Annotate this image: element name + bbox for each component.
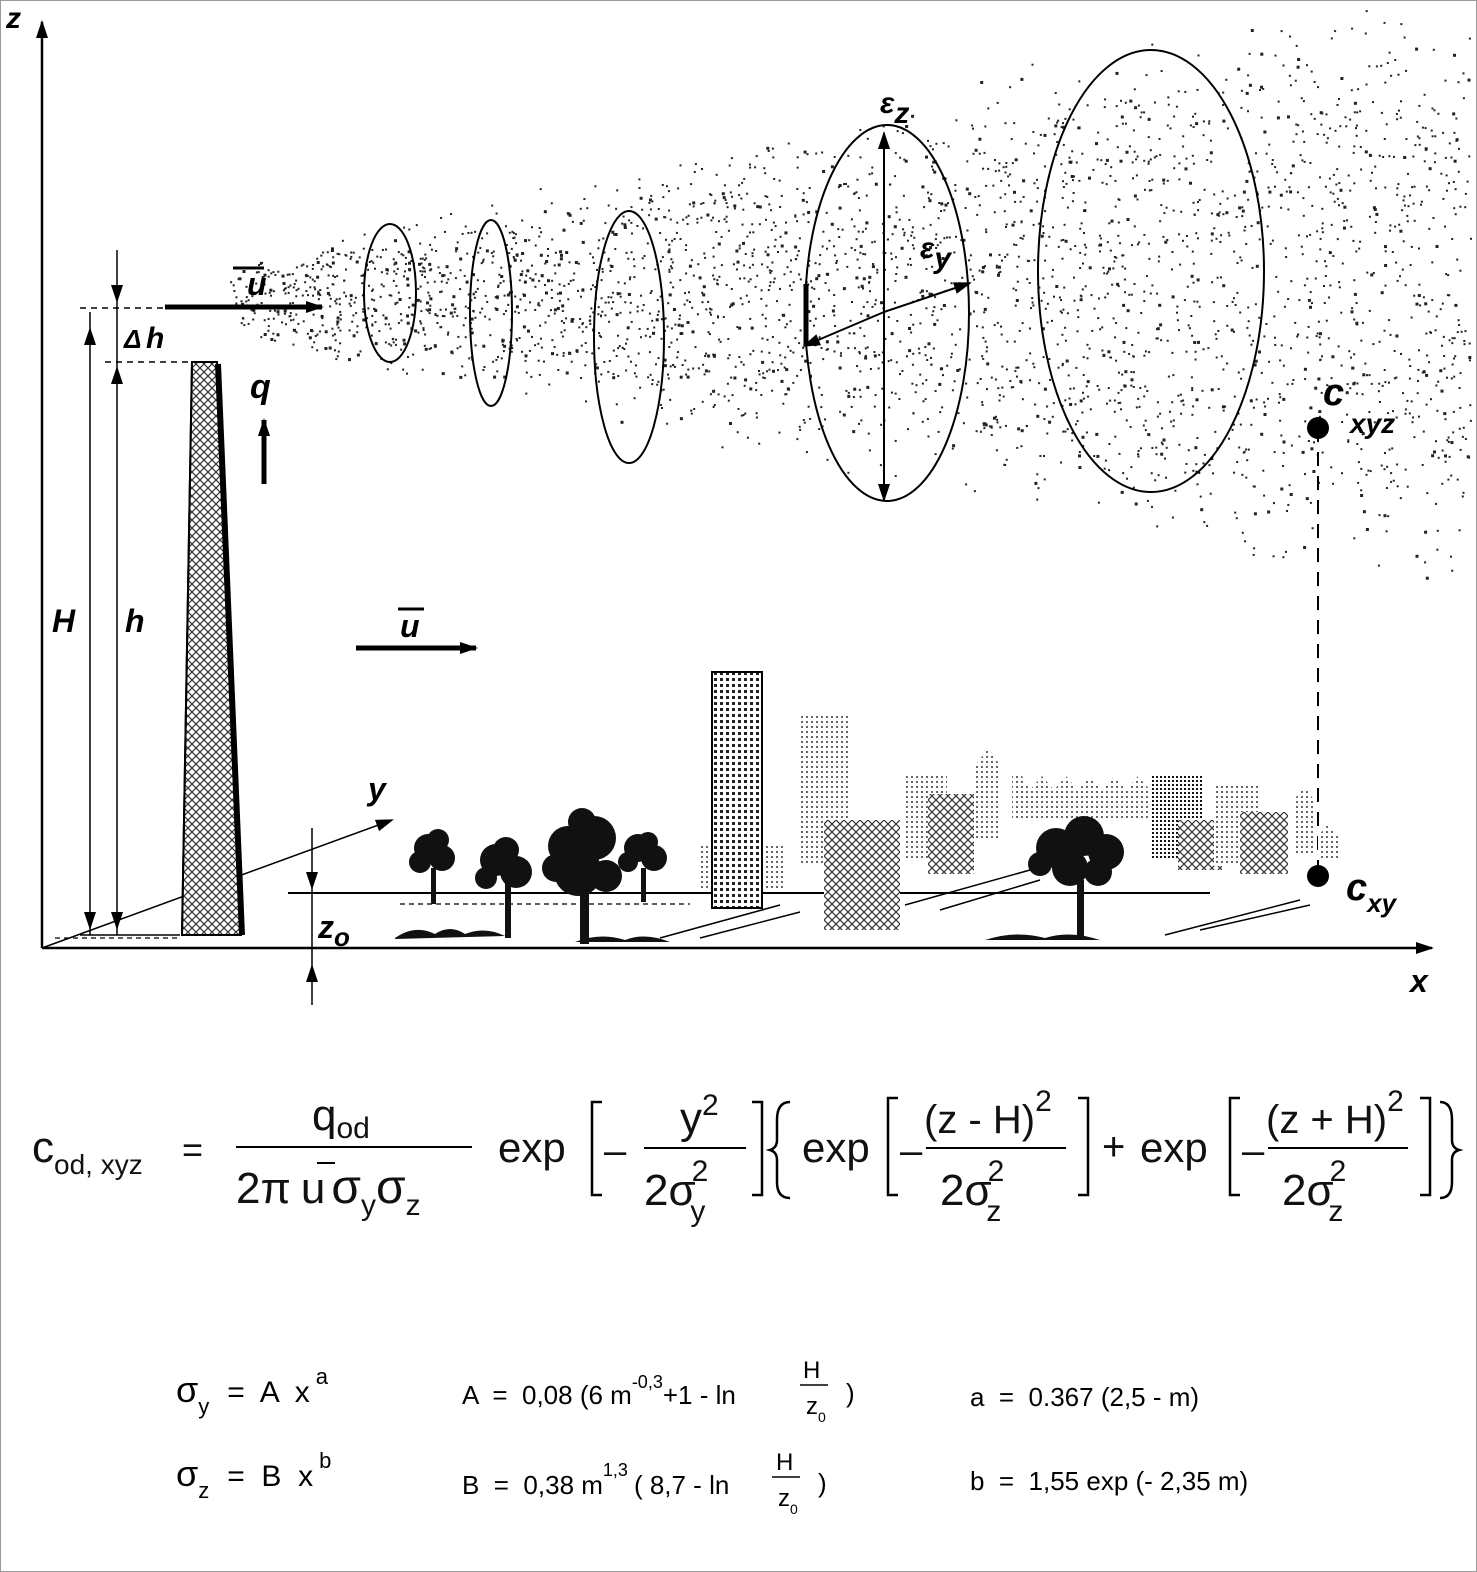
receptor-cxyz-point xyxy=(1307,417,1329,439)
B-eq xyxy=(462,1460,729,1500)
label-q: q xyxy=(250,368,271,406)
formula-den-sigma-y: σ xyxy=(331,1161,361,1214)
formula-num xyxy=(312,1091,370,1145)
wind-arrow-lower xyxy=(356,608,476,648)
formula-y2-y: y xyxy=(680,1094,702,1143)
label-eps-z-main: ε xyxy=(880,87,895,120)
formula-den1-sub: y xyxy=(690,1195,706,1228)
tree-icon xyxy=(1028,816,1124,938)
building xyxy=(1318,824,1338,860)
A-eq xyxy=(462,1372,736,1410)
sigma-z-eq xyxy=(176,1448,331,1503)
label-c-xy-main: c xyxy=(1346,867,1368,909)
chimney xyxy=(182,362,242,935)
label-c-xyz-main: c xyxy=(1323,372,1345,414)
formula-y2 xyxy=(680,1089,719,1143)
formula-den2-sub: z xyxy=(986,1195,1002,1228)
B-H: H xyxy=(776,1449,794,1476)
tower-building xyxy=(712,672,762,908)
sigma-y-rhs: = A x xyxy=(227,1376,310,1409)
sigma-z-sub: z xyxy=(198,1478,210,1503)
formula-den-sy: y xyxy=(360,1189,376,1222)
B-pre: B = 0,38 m xyxy=(462,1470,603,1500)
B-z xyxy=(778,1485,798,1517)
sigma-y-lhs: σ xyxy=(176,1369,199,1410)
formula-num-sub: od xyxy=(336,1112,370,1145)
x-axis-label: x xyxy=(1410,963,1428,999)
z-axis-label: z xyxy=(6,2,21,35)
tree-icon xyxy=(618,832,667,902)
B-z-sub: 0 xyxy=(790,1501,798,1517)
formula-exp1: exp xyxy=(498,1124,566,1171)
a-eq: a = 0.367 (2,5 - m) xyxy=(970,1382,1200,1412)
formula-brace-close xyxy=(1440,1102,1459,1198)
A-mid: +1 - ln xyxy=(662,1380,736,1410)
formula-brace-open xyxy=(770,1102,790,1198)
building xyxy=(1240,812,1288,874)
formula-den-sz: z xyxy=(405,1189,421,1222)
plume-section-2 xyxy=(470,220,512,406)
label-u-lower: u xyxy=(400,608,420,644)
label-c-xy-sub: xy xyxy=(1367,888,1397,918)
plume-section-4 xyxy=(805,125,969,501)
A-z xyxy=(806,1393,826,1425)
building xyxy=(824,820,900,930)
sigma-z-rhs: = B x xyxy=(227,1460,314,1493)
formula-den1-sup: 2 xyxy=(691,1155,709,1188)
sigma-z-lhs: σ xyxy=(176,1453,199,1494)
formula-exp2: exp xyxy=(802,1124,870,1171)
grass xyxy=(395,929,1100,942)
formula-zpH-sup: 2 xyxy=(1387,1085,1404,1118)
formula-den-2pi: 2π xyxy=(236,1164,291,1213)
A-z-sub: 0 xyxy=(818,1409,826,1425)
formula-equals: = xyxy=(182,1129,204,1170)
tree-icon xyxy=(542,808,622,944)
formula-den2 xyxy=(940,1155,1004,1228)
plume-section-1 xyxy=(364,224,416,362)
B-mid: ( 8,7 - ln xyxy=(633,1470,730,1500)
formula-minus3: – xyxy=(1242,1129,1265,1173)
label-u-upper: u xyxy=(247,266,267,302)
city-skyline xyxy=(700,672,1338,930)
B-end: ) xyxy=(818,1468,827,1498)
formula-plus: + xyxy=(1102,1125,1126,1169)
formula-den3 xyxy=(1282,1155,1346,1228)
label-eps-z-sub: z xyxy=(894,97,910,130)
building xyxy=(1012,776,1150,820)
formula-den3-main: 2σ xyxy=(1282,1166,1334,1215)
A-exp: -0,3 xyxy=(631,1372,663,1392)
label-z0 xyxy=(317,909,350,952)
A-H: H xyxy=(803,1357,821,1384)
building xyxy=(975,748,1001,838)
formula-lhs-c: c xyxy=(32,1123,54,1172)
formula-den-u: u xyxy=(300,1164,326,1213)
label-eps-y-main: ε xyxy=(920,232,935,265)
B-exp: 1,3 xyxy=(602,1460,628,1480)
label-c-xy xyxy=(1346,867,1398,918)
label-z0-sub: o xyxy=(334,922,350,952)
plume-section-5 xyxy=(1038,50,1264,492)
label-delta: Δ xyxy=(124,324,142,354)
formula-zmH-main: (z - H) xyxy=(924,1098,1036,1142)
label-c-xyz xyxy=(1323,372,1395,439)
label-eps-y-sub: y xyxy=(934,242,952,275)
plume-section-3 xyxy=(594,211,664,463)
b-eq: b = 1,55 exp (- 2,35 m) xyxy=(970,1466,1249,1496)
tree-icon xyxy=(475,837,532,938)
formula-den1 xyxy=(644,1155,708,1228)
receptor-cxy-point xyxy=(1307,865,1329,887)
formula-lhs-sub: od, xyz xyxy=(54,1149,143,1180)
formula-zmH xyxy=(924,1085,1052,1142)
formula-minus2: – xyxy=(900,1129,923,1173)
formula-exp3: exp xyxy=(1140,1124,1208,1171)
label-z0-main: z xyxy=(318,909,334,945)
formula-den3-sup: 2 xyxy=(1329,1155,1347,1188)
main-formula xyxy=(32,1085,1459,1228)
coefficient-formulas xyxy=(176,1357,1248,1517)
A-z-main: z xyxy=(806,1393,818,1420)
formula-den-sigma-z: σ xyxy=(375,1161,406,1214)
formula-lhs xyxy=(32,1123,143,1180)
sigma-z-exp: b xyxy=(319,1448,332,1473)
formula-num-q: q xyxy=(312,1091,337,1140)
formula-minus1: – xyxy=(604,1129,627,1173)
formula-den xyxy=(236,1161,421,1222)
A-pre: A = 0,08 (6 m xyxy=(462,1380,632,1410)
formula-zmH-sup: 2 xyxy=(1035,1085,1052,1118)
emission-arrow xyxy=(250,368,271,484)
formula-den3-sub: z xyxy=(1328,1195,1344,1228)
sigma-y-eq xyxy=(176,1364,329,1419)
A-end: ) xyxy=(846,1378,855,1408)
formula-den2-main: 2σ xyxy=(940,1166,992,1215)
label-h: h xyxy=(125,603,145,639)
formula-den2-sup: 2 xyxy=(987,1155,1005,1188)
label-delta-h: h xyxy=(146,322,165,355)
label-H: H xyxy=(52,603,76,639)
B-z-main: z xyxy=(778,1485,790,1512)
label-c-xyz-sub: xyz xyxy=(1350,408,1396,439)
y-axis-label: y xyxy=(368,771,386,807)
sigma-y-exp: a xyxy=(315,1364,329,1389)
label-eps-z xyxy=(880,87,909,130)
building xyxy=(928,794,974,874)
formula-den1-main: 2σ xyxy=(644,1166,696,1215)
sigma-y-sub: y xyxy=(198,1394,210,1419)
formula-zpH xyxy=(1266,1085,1404,1142)
building xyxy=(1294,786,1314,856)
formula-y2-sup: 2 xyxy=(702,1089,719,1122)
formula-zpH-main: (z + H) xyxy=(1266,1098,1388,1142)
